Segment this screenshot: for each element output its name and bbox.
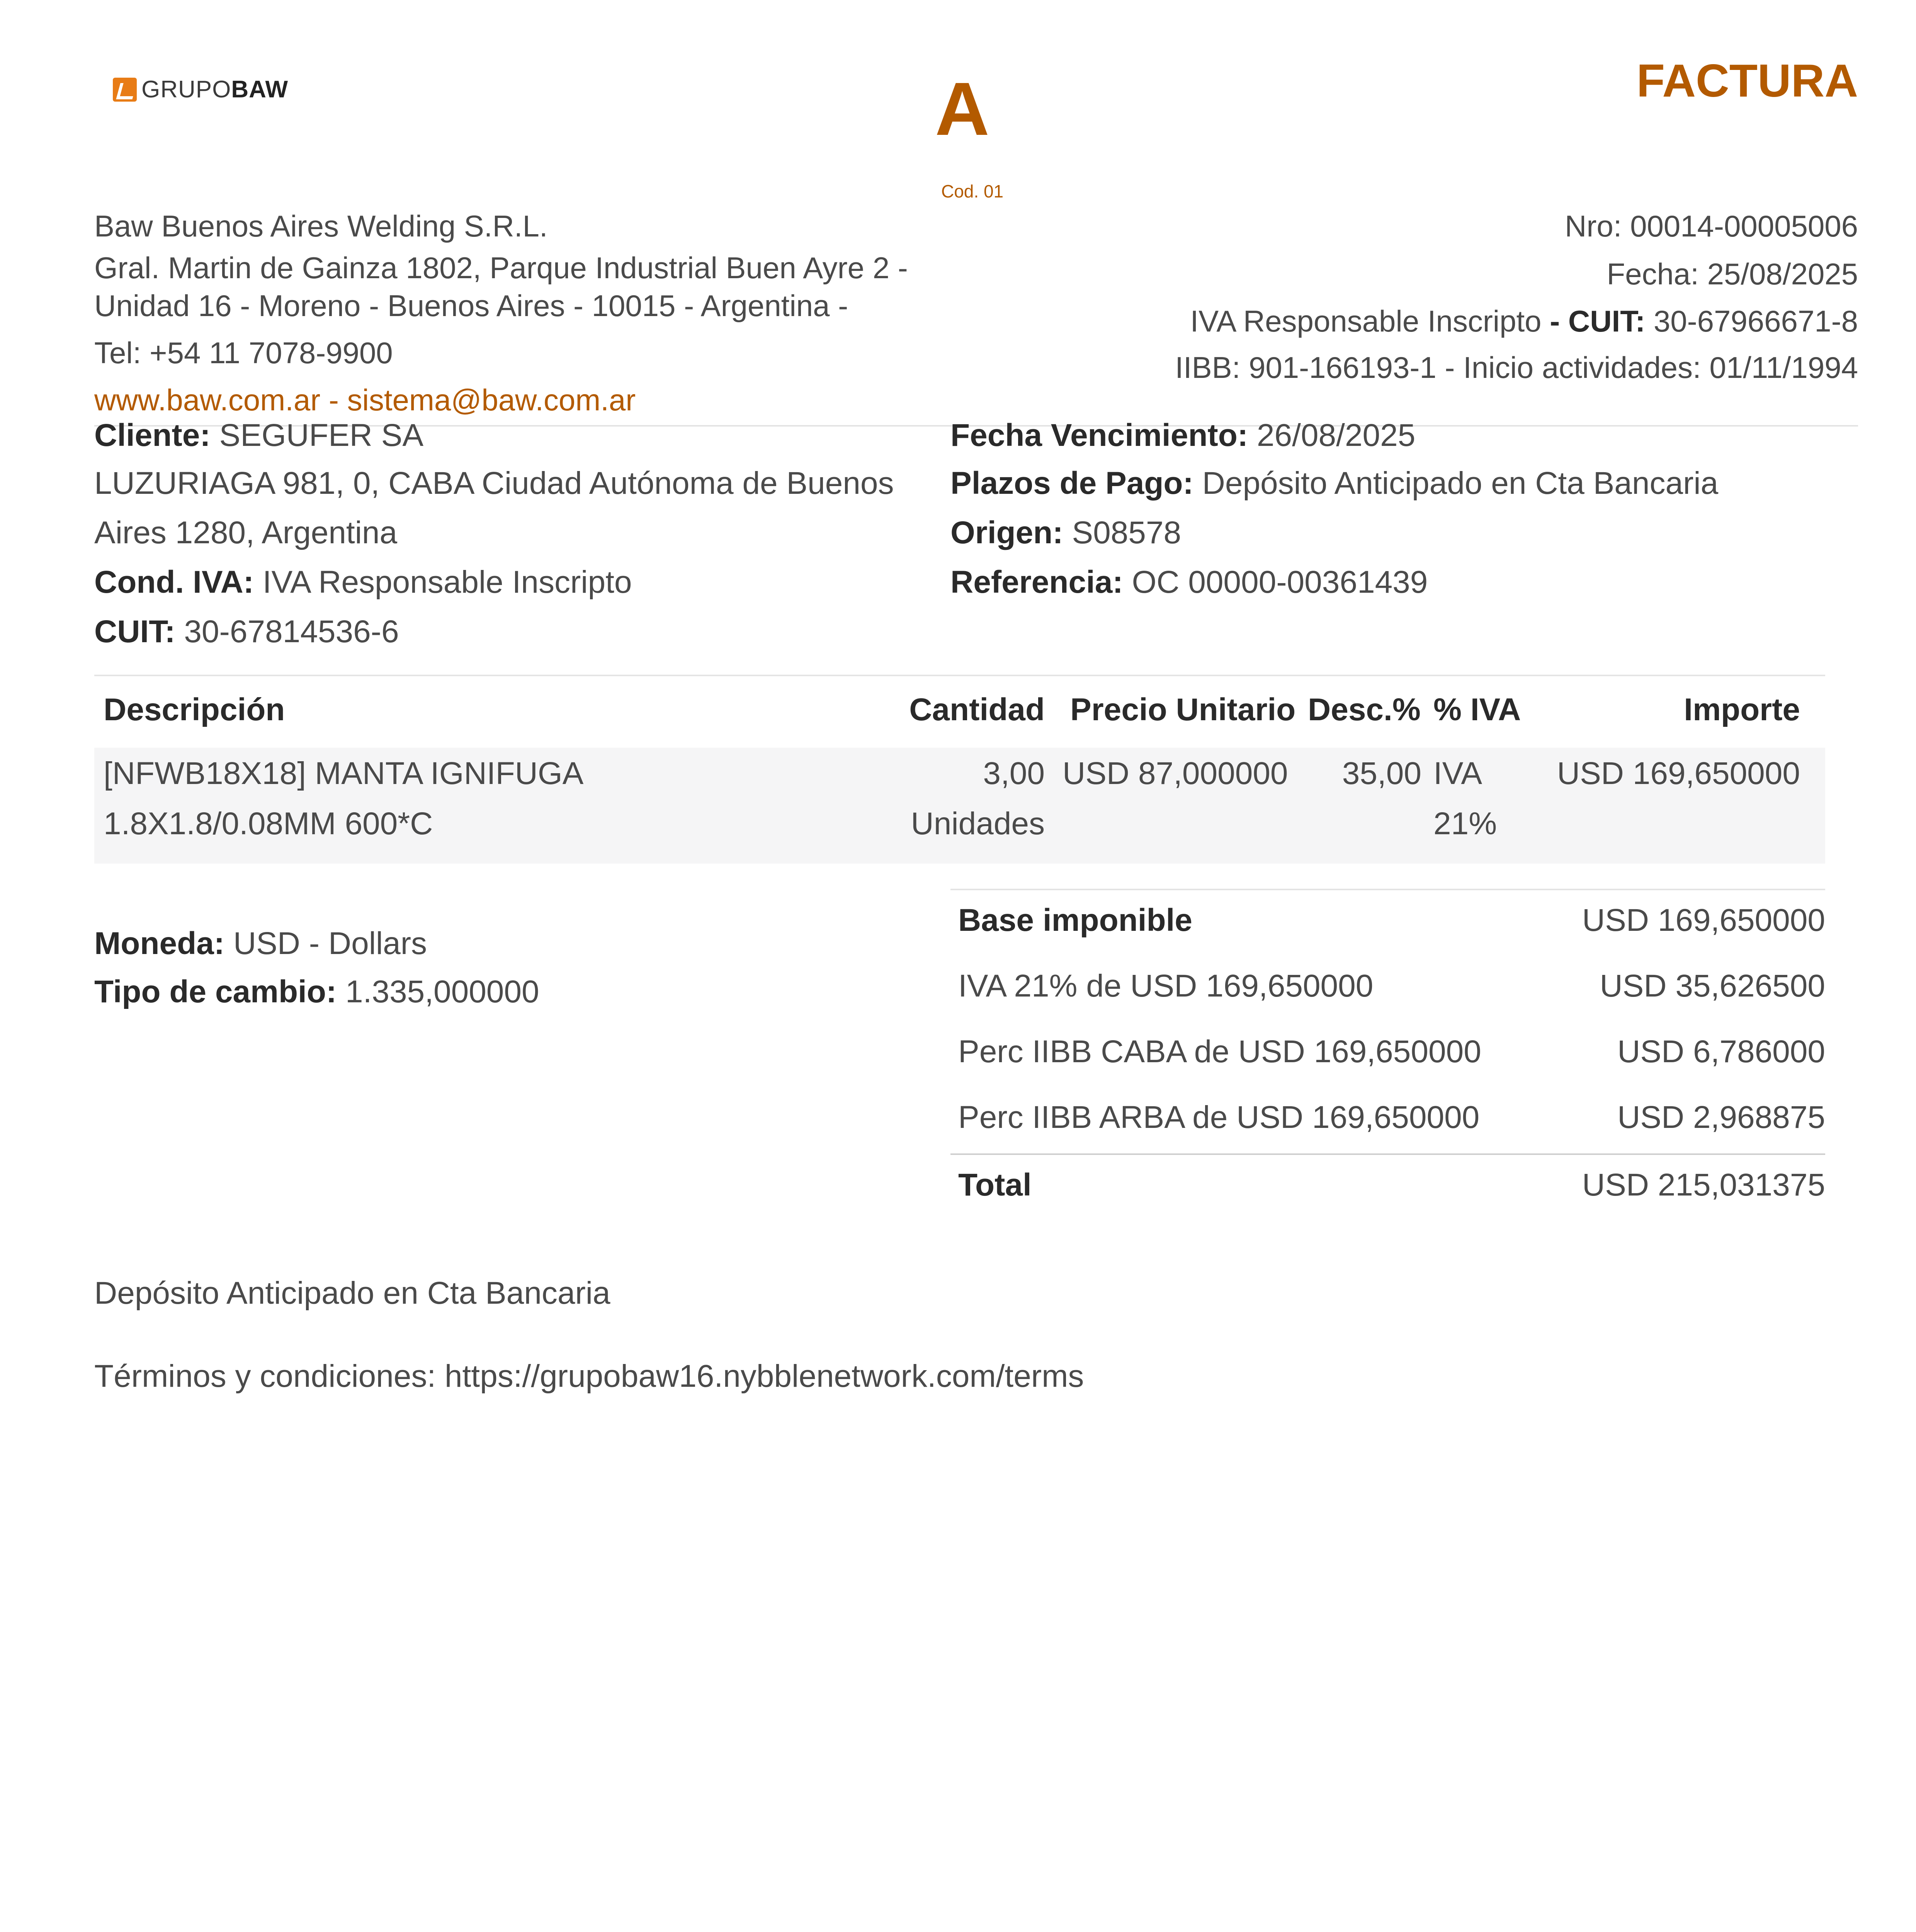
row-quantity: 3,00	[983, 756, 1045, 791]
company-logo	[113, 76, 288, 103]
exchange-rate: Tipo de cambio: 1.335,000000	[94, 974, 539, 1009]
invoice-iibb: IIBB: 901-166193-1 - Inicio actividades: 01/11/1994	[1175, 350, 1858, 384]
total-value: USD 215,031375	[1582, 1167, 1825, 1202]
row-discount: 35,00	[1342, 756, 1421, 791]
company-phone: Tel: +54 11 7078-9900	[94, 336, 393, 370]
logo-text: GRUPOBAW	[141, 76, 289, 103]
col-header-quantity: Cantidad	[909, 692, 1045, 727]
tax-line-value: USD 2,968875	[1617, 1100, 1825, 1135]
client-iva-condition: Cond. IVA: IVA Responsable Inscripto	[94, 565, 632, 600]
totals-top-divider	[950, 889, 1825, 890]
tax-line-value: USD 35,626500	[1600, 968, 1825, 1003]
total-divider	[950, 1153, 1825, 1155]
col-header-amount: Importe	[1684, 692, 1800, 727]
invoice-iva-cuit: IVA Responsable Inscripto - CUIT: 30-67966671-8	[1190, 304, 1858, 338]
due-date: Fecha Vencimiento: 26/08/2025	[950, 418, 1416, 453]
invoice-title: FACTURA	[1636, 55, 1858, 107]
currency: Moneda: USD - Dollars	[94, 926, 427, 961]
total-label: Total	[958, 1167, 1032, 1202]
tax-base-label: Base imponible	[958, 903, 1193, 938]
tax-base-value: USD 169,650000	[1582, 903, 1825, 938]
col-header-discount: Desc.%	[1308, 692, 1421, 727]
logo-mark-icon	[113, 78, 137, 102]
payment-terms: Plazos de Pago: Depósito Anticipado en Cta Bancaria	[950, 466, 1719, 501]
row-description-line-1: [NFWB18X18] MANTA IGNIFUGA	[104, 756, 584, 791]
terms-link[interactable]: Términos y condiciones: https://grupobaw16.nybblenetwork.com/terms	[94, 1359, 1084, 1394]
client-address-line-2: Aires 1280, Argentina	[94, 515, 398, 550]
company-web-email[interactable]: www.baw.com.ar - sistema@baw.com.ar	[94, 383, 636, 417]
row-unit: Unidades	[911, 806, 1045, 841]
row-iva-line-2: 21%	[1433, 806, 1497, 841]
tax-line-value: USD 6,786000	[1617, 1034, 1825, 1069]
invoice-code: Cod. 01	[941, 181, 1004, 201]
col-header-iva: % IVA	[1433, 692, 1521, 727]
row-unit-price: USD 87,000000	[1063, 756, 1288, 791]
row-description-line-2: 1.8X1.8/0.08MM 600*C	[104, 806, 433, 841]
company-address-line-2: Unidad 16 - Moreno - Buenos Aires - 10015 - Argentina -	[94, 289, 848, 323]
row-iva-line-1: IVA	[1433, 756, 1482, 791]
col-header-unit-price: Precio Unitario	[1070, 692, 1296, 727]
invoice-number: Nro: 00014-00005006	[1565, 209, 1858, 243]
tax-line-label: Perc IIBB ARBA de USD 169,650000	[958, 1100, 1480, 1135]
tax-line-label: IVA 21% de USD 169,650000	[958, 968, 1374, 1003]
company-address-line-1: Gral. Martin de Gainza 1802, Parque Industrial Buen Ayre 2 -	[94, 251, 908, 285]
client-name: Cliente: SEGUFER SA	[94, 418, 424, 453]
client-address-line-1: LUZURIAGA 981, 0, CABA Ciudad Autónoma de Buenos	[94, 466, 894, 501]
col-header-description: Descripción	[104, 692, 285, 727]
tax-line-label: Perc IIBB CABA de USD 169,650000	[958, 1034, 1481, 1069]
company-name: Baw Buenos Aires Welding S.R.L.	[94, 209, 548, 243]
client-cuit: CUIT: 30-67814536-6	[94, 614, 399, 649]
table-top-divider	[94, 675, 1825, 676]
row-amount: USD 169,650000	[1557, 756, 1800, 791]
payment-note: Depósito Anticipado en Cta Bancaria	[94, 1276, 610, 1311]
invoice-letter: A	[935, 67, 989, 151]
invoice-date: Fecha: 25/08/2025	[1607, 257, 1858, 291]
reference: Referencia: OC 00000-00361439	[950, 565, 1428, 600]
origin: Origen: S08578	[950, 515, 1182, 550]
